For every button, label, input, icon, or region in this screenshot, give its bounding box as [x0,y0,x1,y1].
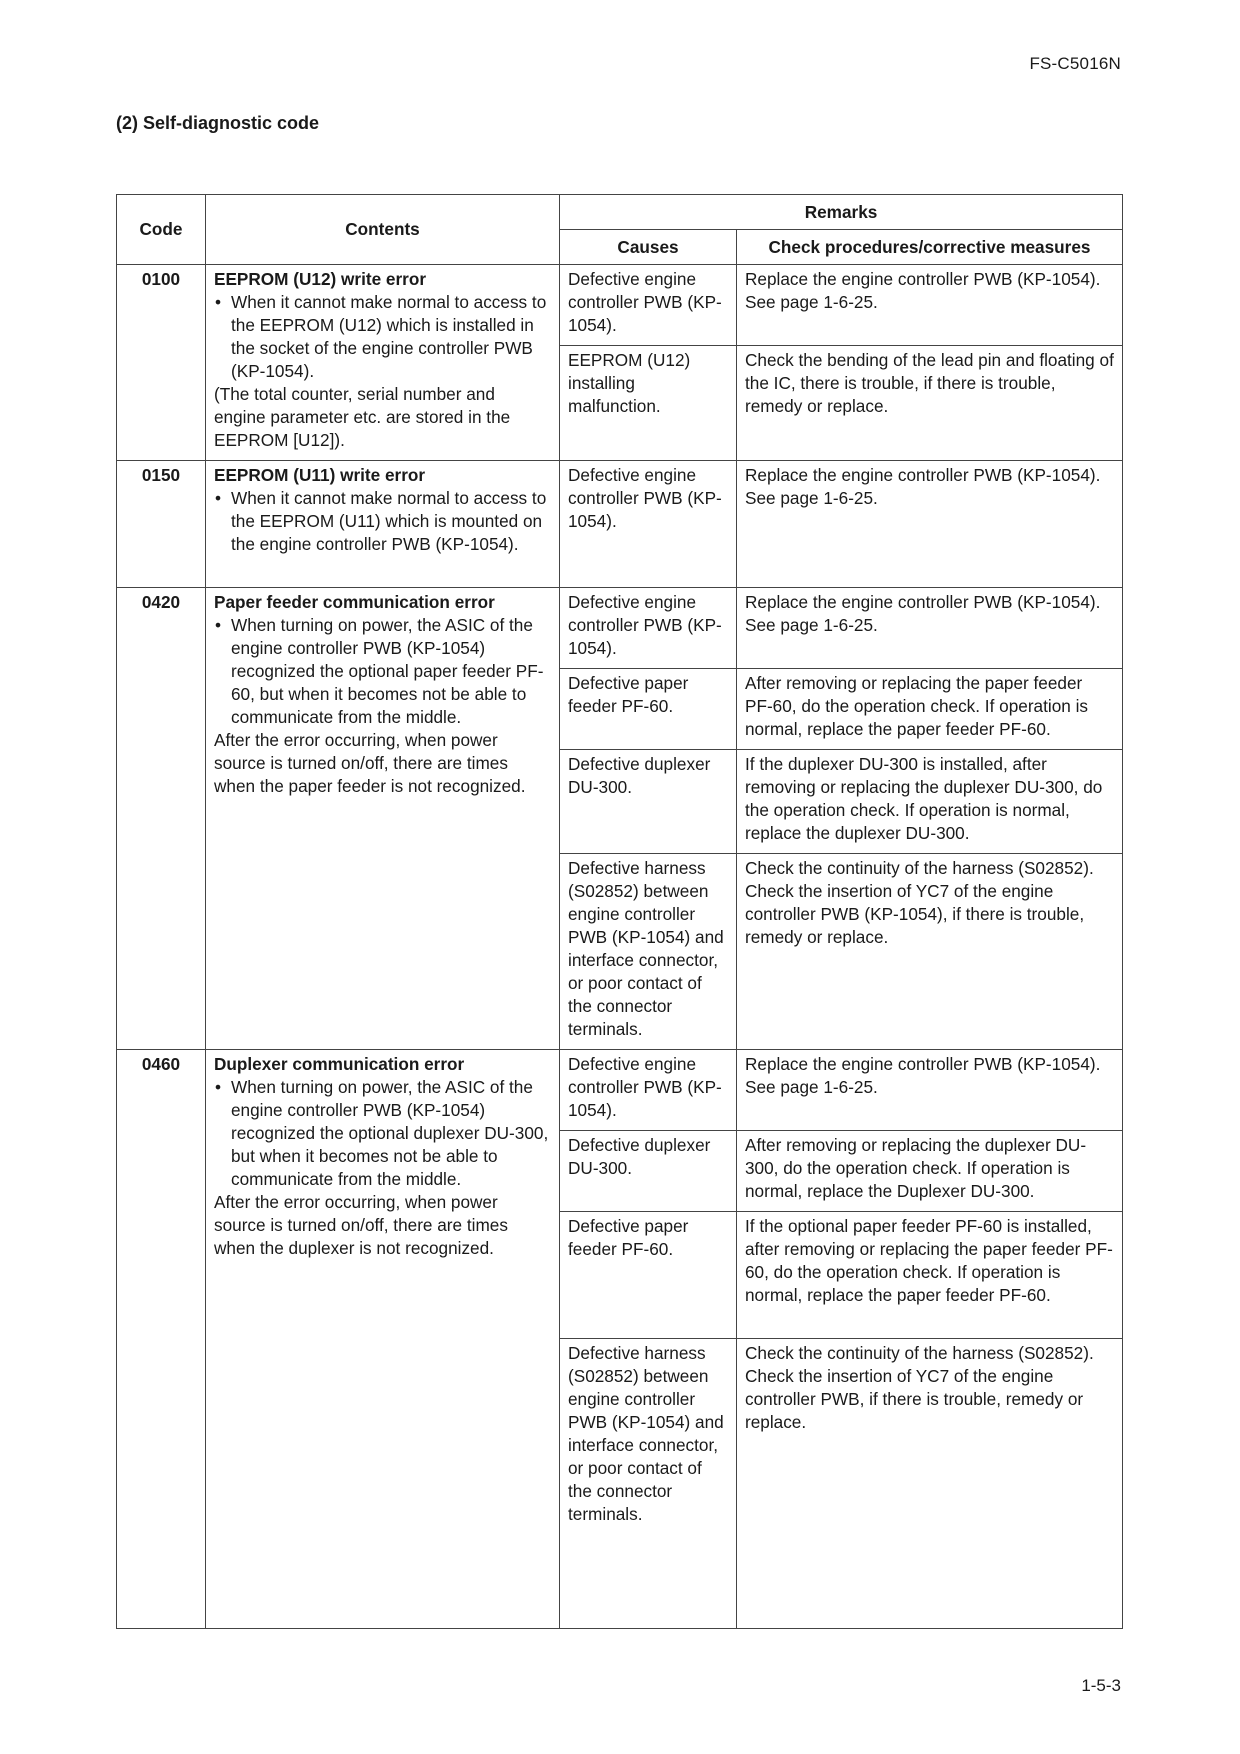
check-cell: Check the continuity of the harness (S02852). Check the insertion of YC7 of the engine controller PWB, if there is trouble, remedy or replace. [737,1339,1123,1629]
check-cell: Replace the engine controller PWB (KP-1054). See page 1-6-25. [737,265,1123,346]
table-row [117,461,1123,588]
error-condition: • When turning on power, the ASIC of the engine controller PWB (KP-1054) recognized the optional paper feeder PF-60, but when it becomes not be able to communicate from the middle. [215,615,544,727]
error-title: EEPROM (U12) write error [214,269,427,289]
error-code: 0100 [117,265,206,461]
check-cell: After removing or replacing the paper feeder PF-60, do the operation check. If operation is normal, replace the paper feeder PF-60. [737,669,1123,750]
error-contents [206,265,560,461]
cause-cell: Defective engine controller PWB (KP-1054). [560,461,737,588]
check-cell: If the optional paper feeder PF-60 is installed, after removing or replacing the paper feeder PF-60, do the operation check. If operation is normal, replace the paper feeder PF-60. [737,1212,1123,1339]
cause-cell: Defective harness (S02852) between engine controller PWB (KP-1054) and interface connector, or poor contact of the connector terminals. [560,854,737,1050]
cause-cell: Defective paper feeder PF-60. [560,1212,737,1339]
cause-cell: Defective engine controller PWB (KP-1054). [560,1050,737,1131]
check-cell: If the duplexer DU-300 is installed, after removing or replacing the duplexer DU-300, do the operation check. If operation is normal, replace the duplexer DU-300. [737,750,1123,854]
table-row [117,1050,1123,1131]
check-cell: Replace the engine controller PWB (KP-1054). See page 1-6-25. [737,1050,1123,1131]
error-condition: • When turning on power, the ASIC of the engine controller PWB (KP-1054) recognized the optional duplexer DU-300, but when it becomes not be able to communicate from the middle. [215,1077,549,1189]
check-cell: Check the bending of the lead pin and floating of the IC, there is trouble, if there is trouble, remedy or replace. [737,346,1123,461]
cause-cell: Defective duplexer DU-300. [560,1131,737,1212]
check-cell: Replace the engine controller PWB (KP-1054). See page 1-6-25. [737,461,1123,588]
check-cell: Replace the engine controller PWB (KP-1054). See page 1-6-25. [737,588,1123,669]
model-name: FS-C5016N [1029,54,1121,73]
error-title: EEPROM (U11) write error [214,465,426,485]
check-cell: Check the continuity of the harness (S02852). Check the insertion of YC7 of the engine controller PWB (KP-1054), if there is trouble, remedy or replace. [737,854,1123,1050]
error-contents [206,461,560,588]
cause-cell: Defective harness (S02852) between engine controller PWB (KP-1054) and interface connector, or poor contact of the connector terminals. [560,1339,737,1629]
check-cell: After removing or replacing the duplexer DU-300, do the operation check. If operation is normal, replace the Duplexer DU-300. [737,1131,1123,1212]
error-title: Duplexer communication error [214,1054,465,1074]
error-code: 0460 [117,1050,206,1629]
cause-cell: Defective paper feeder PF-60. [560,669,737,750]
page-number: 1-5-3 [1081,1676,1121,1695]
error-condition: • When it cannot make normal to access to the EEPROM (U12) which is installed in the socket of the engine controller PWB (KP-1054). [215,292,547,381]
column-header-causes: Causes [560,230,737,265]
table-row [117,588,1123,669]
cause-cell: Defective engine controller PWB (KP-1054). [560,265,737,346]
error-code: 0420 [117,588,206,1050]
column-header-check-procedures: Check procedures/corrective measures [737,230,1123,265]
self-diagnostic-code-table [116,194,1123,1629]
column-header-contents: Contents [206,195,560,265]
error-code: 0150 [117,461,206,588]
column-header-code: Code [117,195,206,265]
error-note: (The total counter, serial number and engine parameter etc. are stored in the EEPROM [U12]). [214,384,511,450]
cause-cell: Defective engine controller PWB (KP-1054). [560,588,737,669]
error-condition: • When it cannot make normal to access to the EEPROM (U11) which is mounted on the engine controller PWB (KP-1054). [215,488,547,554]
error-note: After the error occurring, when power source is turned on/off, there are times when the paper feeder is not recognized. [214,730,526,796]
cause-cell: EEPROM (U12) installing malfunction. [560,346,737,461]
error-title: Paper feeder communication error [214,592,495,612]
cause-cell: Defective duplexer DU-300. [560,750,737,854]
error-contents [206,1050,560,1629]
column-header-remarks: Remarks [560,195,1123,230]
section-title: (2) Self-diagnostic code [116,113,320,133]
error-note: After the error occurring, when power source is turned on/off, there are times when the duplexer is not recognized. [214,1192,508,1258]
error-contents [206,588,560,1050]
table-row [117,265,1123,346]
